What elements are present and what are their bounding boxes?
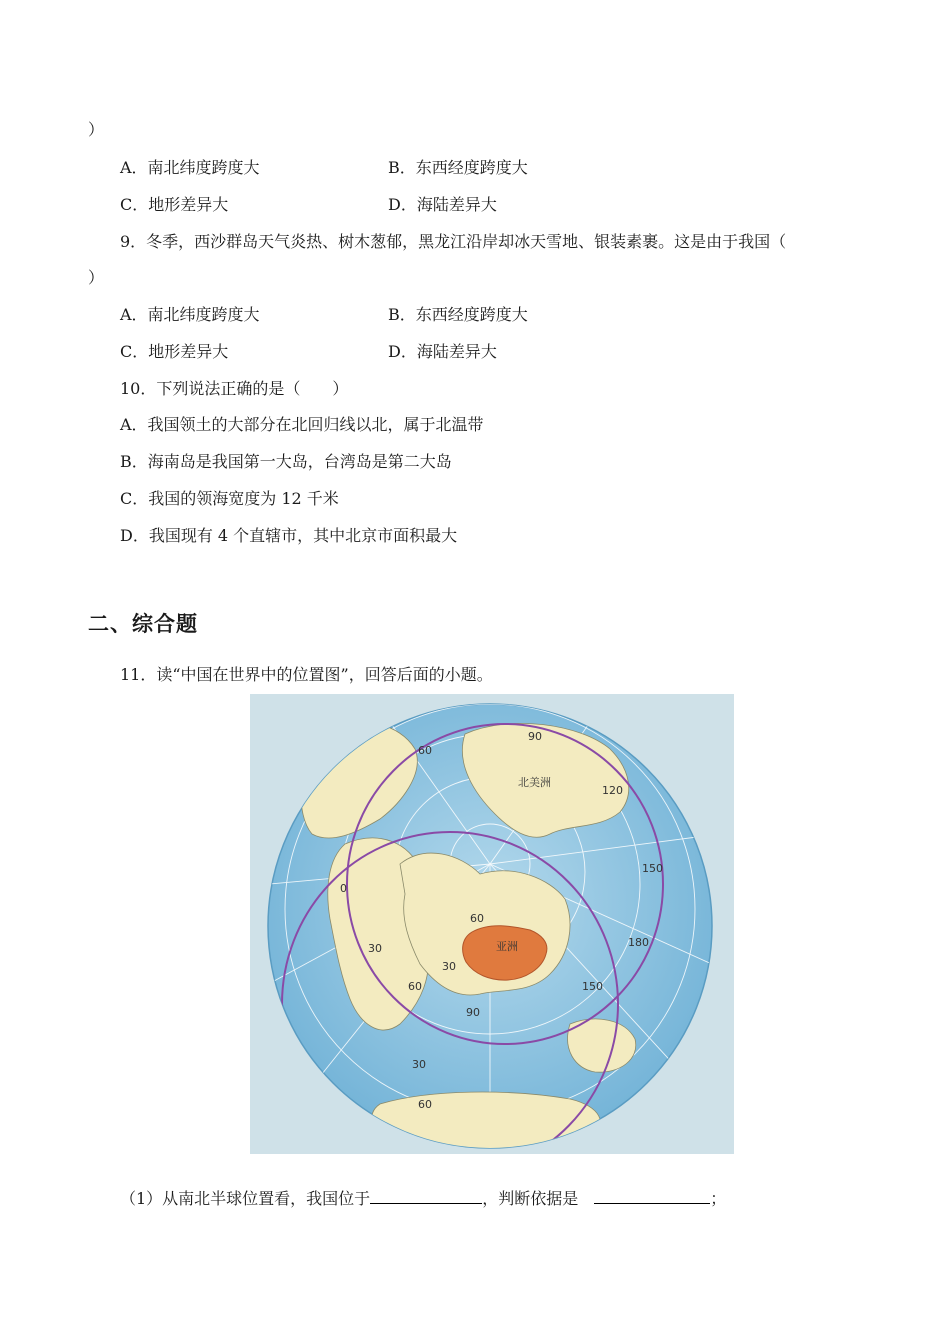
q8-option-a[interactable]: A．南北纬度跨度大 <box>120 158 260 177</box>
q10-option-b[interactable]: B．海南岛是我国第一大岛，台湾岛是第二大岛 <box>120 452 452 471</box>
label-lon-90-south: 90 <box>466 1006 480 1019</box>
q8-stem-continuation: ） <box>88 120 105 139</box>
label-lat-30-south: 30 <box>412 1058 426 1071</box>
q10-option-a[interactable]: A．我国领土的大部分在北回归线以北，属于北温带 <box>120 415 484 434</box>
label-lon-60-south: 60 <box>408 980 422 993</box>
label-lon-60: 60 <box>418 744 432 757</box>
label-lon-150-south: 150 <box>582 980 603 993</box>
q8-option-b[interactable]: B．东西经度跨度大 <box>388 158 528 177</box>
q9-stem: 9．冬季，西沙群岛天气炎热、树木葱郁，黑龙江沿岸却冰天雪地、银装素裹。这是由于我国（ <box>120 232 787 251</box>
globe-figure <box>250 694 734 1154</box>
section-title: 二、综合题 <box>88 612 198 636</box>
label-lat-30: 30 <box>442 960 456 973</box>
q8-option-d[interactable]: D．海陆差异大 <box>388 195 497 214</box>
china-world-position-map <box>250 694 734 1154</box>
label-lat-60: 60 <box>470 912 484 925</box>
q11-subquestion-1 <box>120 1187 726 1209</box>
q9-option-b[interactable]: B．东西经度跨度大 <box>388 305 528 324</box>
label-lon-180: 180 <box>628 936 649 949</box>
label-lon-0: 0 <box>340 882 347 895</box>
q9-option-d[interactable]: D．海陆差异大 <box>388 342 497 361</box>
q9-stem-continuation: ） <box>88 268 105 287</box>
q8-option-c[interactable]: C．地形差异大 <box>120 195 229 214</box>
q11-stem: 11．读“中国在世界中的位置图”，回答后面的小题。 <box>120 665 493 684</box>
q10-option-c[interactable]: C．我国的领海宽度为 12 千米 <box>120 489 339 508</box>
q9-option-a[interactable]: A．南北纬度跨度大 <box>120 305 260 324</box>
q9-option-c[interactable]: C．地形差异大 <box>120 342 229 361</box>
label-lon-120: 120 <box>602 784 623 797</box>
q11-sub1-suffix: ； <box>710 1189 727 1208</box>
label-lon-150-north: 150 <box>642 862 663 875</box>
label-north-america: 北美洲 <box>518 776 551 789</box>
q11-sub1-blank-2[interactable] <box>594 1187 710 1204</box>
q11-sub1-middle: ，判断依据是 <box>482 1189 579 1208</box>
label-lon-30: 30 <box>368 942 382 955</box>
q11-sub1-blank-1[interactable] <box>370 1187 482 1204</box>
q10-option-d[interactable]: D．我国现有 4 个直辖市，其中北京市面积最大 <box>120 526 458 545</box>
q11-sub1-prefix: （1）从南北半球位置看，我国位于 <box>120 1189 371 1208</box>
label-asia: 亚洲 <box>496 940 518 953</box>
label-lat-60-south: 60 <box>418 1098 432 1111</box>
label-lon-90: 90 <box>528 730 542 743</box>
q10-stem: 10．下列说法正确的是（ ） <box>120 379 349 398</box>
